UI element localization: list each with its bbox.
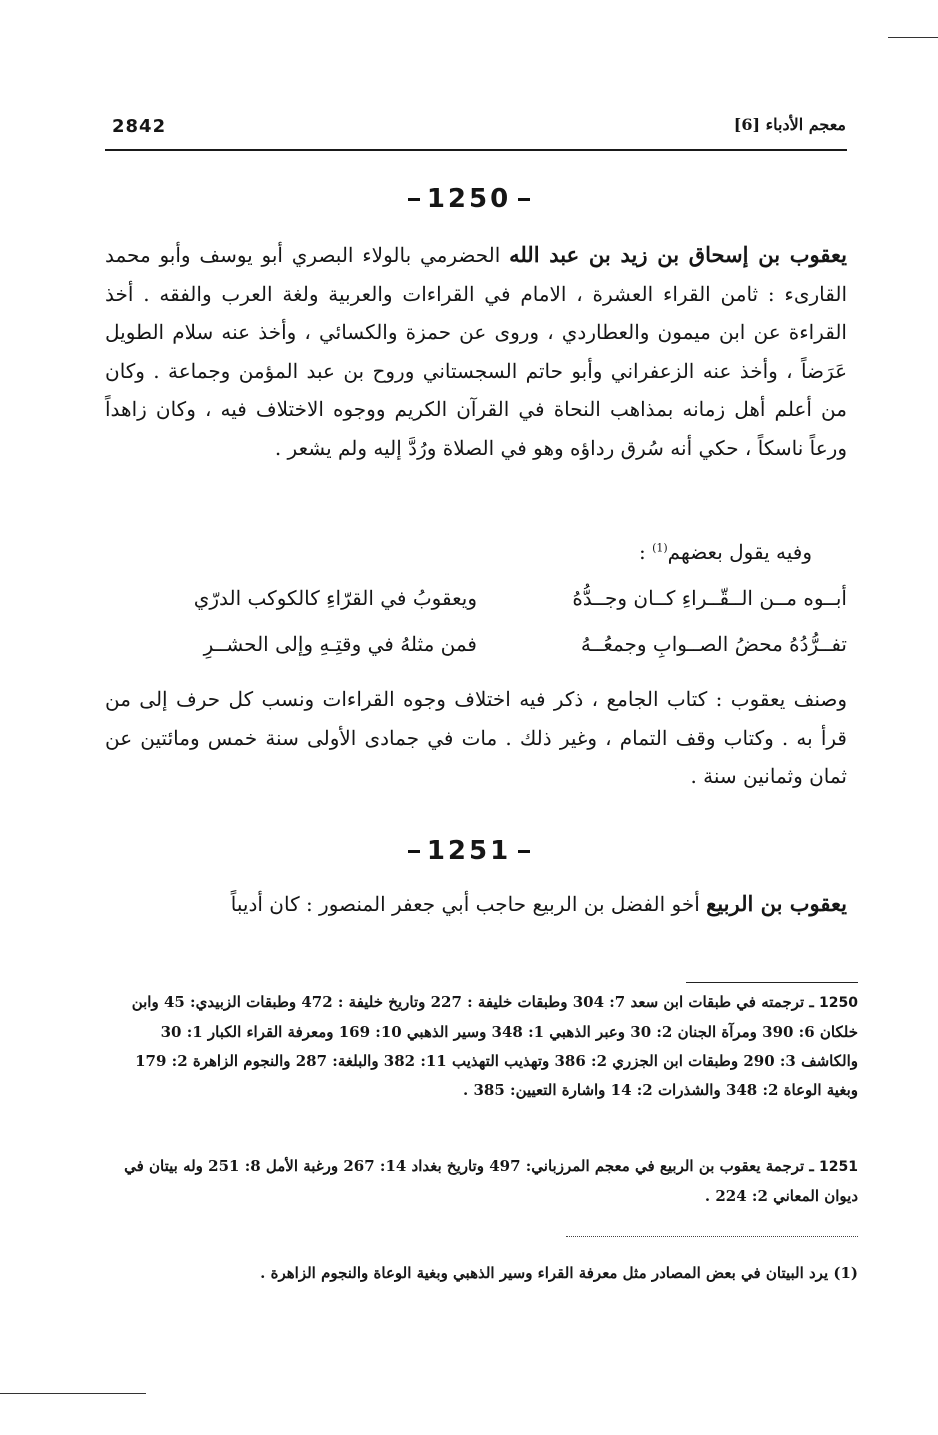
source-note-1251	[105, 1152, 858, 1211]
footnote: (1) يرد البيتان في بعض المصادر مثل معرفة القراء وسير الذهبي وبغية الوعاة والنجوم الزاهرة .	[260, 1264, 858, 1282]
entry-number-1250	[0, 184, 938, 214]
note-text: ـ ترجمته في طبقات ابن سعد 7: 304 وطبقات خليفة : 227 وتاريخ خليفة : 472 وطبقات الزبيدي: 45 وابن خلكان 6: 390 ومرآة الجنان 2: 30 وعبر الذهبي 1: 348 وسير الذهبي 10: 169 ومعرفة القراء الكبار 1: 30 والكاشف 3: 290 وطبقات ابن الجزري 2: 386 وتهذيب التهذيب 11: 382 والبلغة: 287 والنجوم الزاهرة 2: 179 وبغية الوعاة 2: 348 والشذرات 2: 14 واشارة التعيين: 385 .	[131, 993, 858, 1099]
entry-1251-biography	[105, 885, 847, 924]
note-number: 1251	[819, 1159, 858, 1175]
header-rule	[105, 149, 847, 151]
entry-1251-name: يعقوب بن الربيع	[706, 891, 847, 916]
page-number: 2842	[112, 116, 167, 137]
entry-number-1251	[0, 836, 938, 866]
note-number: 1250	[819, 995, 858, 1011]
entry-1251-text: أخو الفضل بن الربيع حاجب أبي جعفر المنصور : كان أديباً	[230, 892, 700, 916]
edge-mark-top	[888, 37, 938, 38]
verse-intro-colon: :	[638, 540, 653, 564]
edge-mark-bottom	[0, 1393, 146, 1394]
verse-1-first-hemistich: أبــوه مــن الــقّــراءِ كــان وجــدُّهُ	[572, 586, 847, 610]
footnote-marker[interactable]: (1)	[652, 541, 668, 555]
entry-1250-text: الحضرمي بالولاء البصري أبو يوسف وأبو محمد القارىء : ثامن القراء العشرة ، الامام في القراءات والعربية ولغة العرب والفقه . أخذ القراءة عن ابن ميمون والعطاردي ، وروى عن حمزة والكسائي ، وأخذ عنه سلام الطويل عَرَضاً ، وأخذ عنه الزعفراني وأبو حاتم السجستاني وروح بن عبد المؤمن وجماعة . وكان من أعلم أهل زمانه بمذاهب النحاة في القرآن الكريم ووجوه الاختلاف فيه ، وكان زاهداً ورعاً ناسكاً ، حكي أنه سُرق رداؤه وهو في الصلاة ورُدَّ إليه ولم يشعر .	[105, 243, 847, 460]
source-note-1250	[105, 988, 858, 1105]
dash-left	[408, 850, 420, 853]
verse-intro-text: وفيه يقول بعضهم	[667, 540, 812, 564]
notes-rule	[686, 982, 858, 983]
dash-right	[518, 198, 530, 201]
entry-1250-works: وصنف يعقوب : كتاب الجامع ، ذكر فيه اختلاف وجوه القراءات ونسب كل حرف إلى من قرأ به . وكتاب وقف التمام ، وغير ذلك . مات في جمادى الأولى سنة خمس ومائتين عن ثمان وثمانين سنة .	[105, 687, 847, 788]
verse-1-second-hemistich: ويعقوبُ في القرّاءِ كالكوكب الدرّي	[193, 586, 477, 610]
entry-1250-name: يعقوب بن إسحاق بن زيد بن عبد الله	[509, 242, 847, 267]
entry-number-text: 1251	[426, 836, 512, 866]
verse-intro	[639, 540, 812, 564]
entry-1250-biography	[105, 236, 847, 467]
verse-line-2	[105, 632, 847, 672]
dash-left	[408, 198, 420, 201]
entry-number-text: 1250	[426, 184, 512, 214]
dash-right	[518, 850, 530, 853]
note-text: ـ ترجمة يعقوب بن الربيع في معجم المرزباني: 497 وتاريخ بغداد 14: 267 ورغبة الأمل 8: 251 وله بيتان في ديوان المعاني 2: 224 .	[124, 1157, 858, 1205]
verse-2-second-hemistich: فمن مثلهُ في وقتِـهِ وإلى الحشــرِ	[203, 632, 477, 656]
footnote-separator	[566, 1236, 858, 1237]
verse-2-first-hemistich: تفــرُّدُهُ محضُ الصــوابِ وجمعُــهُ	[580, 632, 847, 656]
verse-line-1	[105, 586, 847, 626]
running-head: معجم الأدباء [6]	[733, 115, 846, 134]
